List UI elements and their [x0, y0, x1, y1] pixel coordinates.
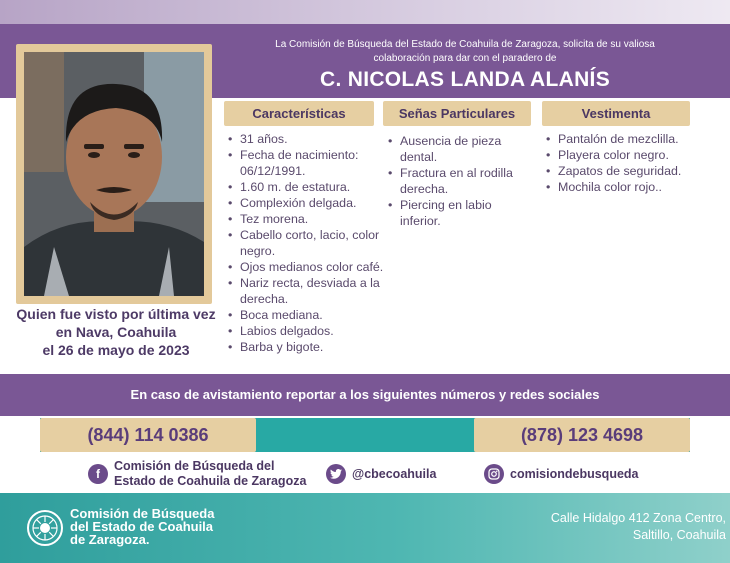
list-item: • 31 años.	[226, 131, 386, 147]
report-text: En caso de avistamiento reportar a los siguientes números y redes sociales	[130, 387, 600, 402]
list-vestimenta	[544, 131, 694, 195]
phone-number-2: (878) 123 4698	[474, 418, 690, 452]
footer-org-line-3: de Zaragoza.	[70, 532, 150, 547]
instagram-camera-icon	[488, 468, 500, 480]
person-photo-illustration	[24, 52, 204, 296]
list-item: • Fractura en al rodilla derecha.	[386, 165, 526, 197]
intro-text	[230, 38, 700, 66]
person-photo	[24, 52, 204, 296]
list-item: • Boca mediana.	[226, 307, 386, 323]
facebook-text	[114, 459, 306, 489]
list-item: • Mochila color rojo..	[544, 179, 694, 195]
twitter-icon	[326, 464, 346, 484]
facebook-line-1: Comisión de Búsqueda del	[114, 459, 275, 473]
list-item: • 1.60 m. de estatura.	[226, 179, 386, 195]
list-caracteristicas	[226, 131, 386, 355]
instagram-handle: comisiondebusqueda	[510, 466, 639, 481]
list-item: • Pantalón de mezclilla.	[544, 131, 694, 147]
facebook-line-2: Estado de Coahuila de Zaragoza	[114, 474, 307, 488]
list-item: • Fecha de nacimiento: 06/12/1991.	[226, 147, 386, 179]
list-item: • Cabello corto, lacio, color negro.	[226, 227, 386, 259]
list-item: • Nariz recta, desviada a la derecha.	[226, 275, 386, 307]
last-seen-line-3: el 26 de mayo de 2023	[42, 342, 190, 358]
list-item: • Tez morena.	[226, 211, 386, 227]
list-item: • Ausencia de pieza dental.	[386, 133, 526, 165]
phone-number-1: (844) 114 0386	[40, 418, 256, 452]
header-vestimenta: Vestimenta	[542, 101, 690, 126]
intro-line-1: La Comisión de Búsqueda del Estado de Coahuila de Zaragoza, solicita de su valiosa	[275, 39, 655, 50]
twitter-handle: @cbecoahuila	[352, 466, 437, 481]
last-seen-line-1: Quien fue visto por última vez	[16, 306, 216, 322]
social-facebook	[88, 456, 306, 492]
footer-address	[551, 510, 726, 544]
footer-org	[70, 507, 214, 546]
list-item: • Piercing en labio inferior.	[386, 197, 526, 229]
instagram-icon	[484, 464, 504, 484]
list-item: • Playera color negro.	[544, 147, 694, 163]
list-item: • Ojos medianos color café.	[226, 259, 386, 275]
header-senas: Señas Particulares	[383, 101, 531, 126]
list-senas	[386, 133, 526, 229]
list-item: • Barba y bigote.	[226, 339, 386, 355]
header-accent	[0, 0, 730, 24]
last-seen-line-2: en Nava, Coahuila	[55, 324, 177, 340]
commission-seal-icon	[26, 509, 64, 547]
list-item: • Zapatos de seguridad.	[544, 163, 694, 179]
list-item: • Labios delgados.	[226, 323, 386, 339]
social-twitter	[326, 456, 436, 492]
facebook-icon: f	[88, 464, 108, 484]
twitter-bird-icon	[330, 469, 342, 479]
social-instagram	[484, 456, 639, 492]
address-line-1: Calle Hidalgo 412 Zona Centro,	[550, 511, 726, 525]
missing-person-name: C. NICOLAS LANDA ALANÍS	[320, 68, 610, 91]
intro-line-2: colaboración para dar con el paradero de	[373, 53, 557, 64]
last-seen-text	[8, 305, 224, 359]
list-item: • Complexión delgada.	[226, 195, 386, 211]
address-line-2: Saltillo, Coahuila	[632, 528, 726, 542]
footer-org-line-1: Comisión de Búsqueda	[70, 506, 215, 521]
footer-org-line-2: del Estado de Coahuila	[70, 519, 214, 534]
header-caracteristicas: Características	[224, 101, 374, 126]
